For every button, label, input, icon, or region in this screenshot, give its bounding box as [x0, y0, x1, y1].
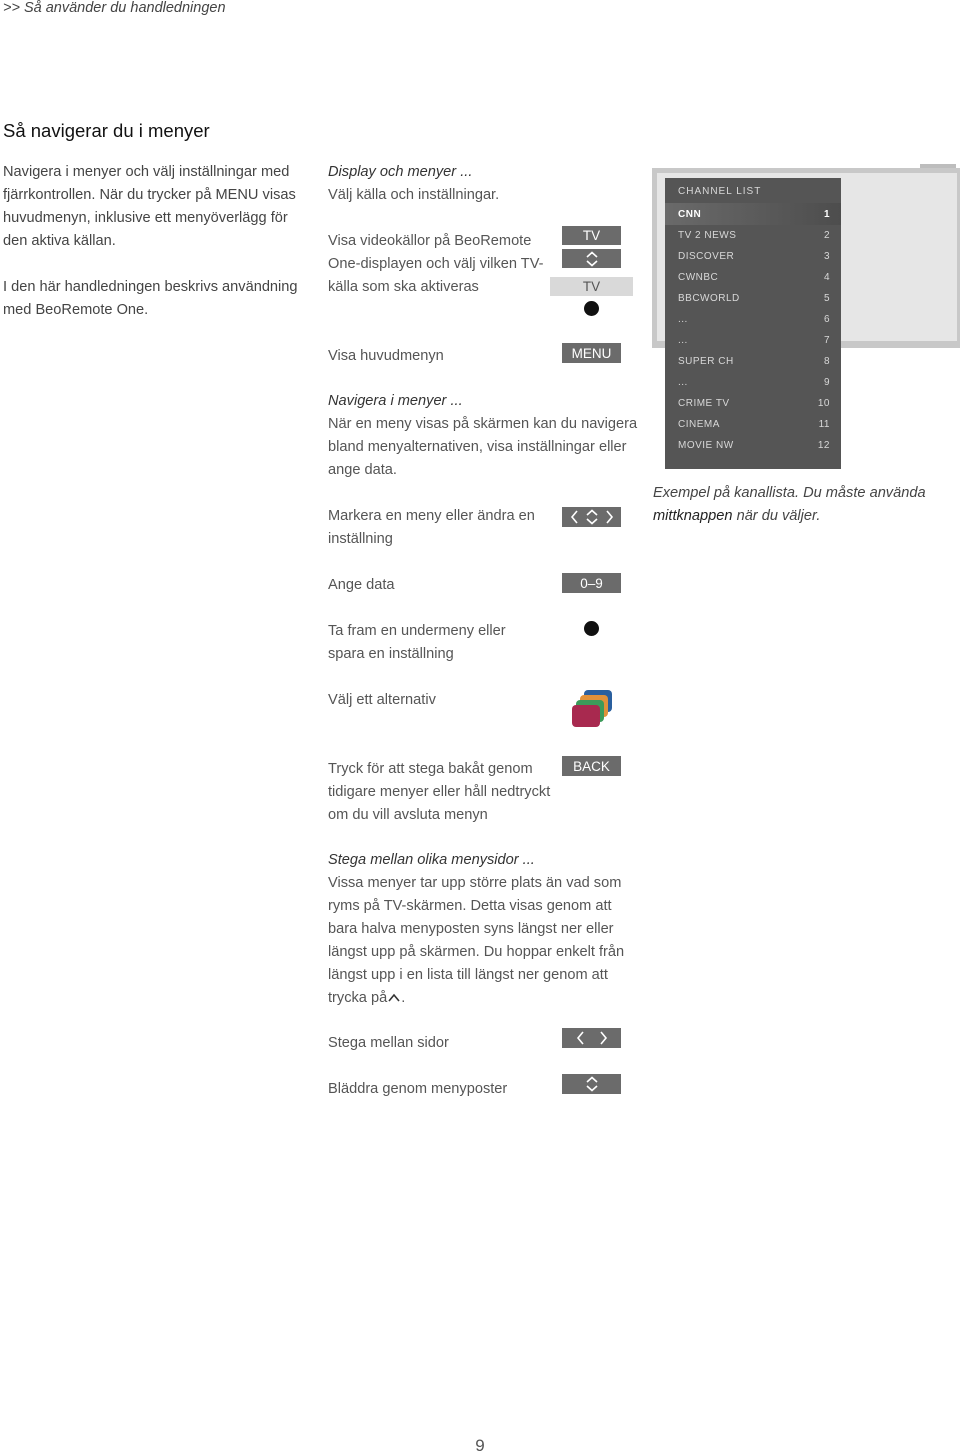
channel-row[interactable]	[678, 288, 830, 309]
page-title: Så navigerar du i menyer	[3, 120, 210, 141]
tv-display-label: TV	[550, 277, 633, 296]
channel-row[interactable]	[678, 372, 830, 393]
intro-paragraph-2: I den här handledningen beskrivs användning med BeoRemote One.	[3, 279, 298, 318]
channel-name: ...	[678, 377, 688, 388]
channel-name: TV 2 NEWS	[678, 230, 737, 241]
channel-row[interactable]	[678, 204, 830, 225]
mark-menu-text: Markera en meny eller ändra en inställning	[328, 508, 535, 547]
channel-name: CRIME TV	[678, 398, 730, 409]
intro-paragraph-1: Navigera i menyer och välj inställningar med fjärrkontrollen. När du trycker på MENU visas huvudmenyn, inklusive ett menyöverlägg för den aktiva källan.	[3, 164, 296, 249]
choose-option-text: Välj ett alternativ	[328, 692, 436, 708]
up-down-icon-2	[585, 1076, 599, 1092]
navigate-header: Navigera i menyer ...	[328, 393, 463, 409]
pages-header: Stega mellan olika menysidor ...	[328, 852, 535, 868]
left-right-key	[562, 1028, 621, 1048]
left-updown-right-icon	[569, 509, 615, 525]
navigation-key	[562, 507, 621, 527]
back-key: BACK	[562, 756, 621, 776]
back-text: Tryck för att stega bakåt genom tidigare menyer eller håll nedtryckt om du vill avsluta menyn	[328, 761, 551, 823]
channel-number: 10	[817, 398, 830, 409]
submenu-text: Ta fram en undermeny eller spara en inställning	[328, 623, 506, 662]
pages-text: Vissa menyer tar upp större plats än vad som ryms på TV-skärmen. Detta visas genom att bara halva menyposten syns längst ner eller längst upp på skärmen. Du hoppar enkelt från längst upp i en lista till längst ner genom att trycka på .	[328, 875, 625, 1006]
channel-number: 11	[818, 419, 830, 430]
center-button-icon	[584, 301, 599, 316]
up-down-icon	[585, 251, 599, 267]
menu-key: MENU	[562, 343, 621, 363]
channel-row[interactable]	[678, 267, 830, 288]
channel-list-title: CHANNEL LIST	[678, 186, 762, 197]
breadcrumb[interactable]: >> Så använder du handledningen	[3, 0, 226, 16]
show-main-menu-text: Visa huvudmenyn	[328, 348, 444, 364]
channel-name: CNN	[678, 209, 702, 220]
channel-number: 4	[823, 272, 830, 283]
up-down-key-2	[562, 1074, 621, 1094]
channel-name: MOVIE NW	[678, 440, 734, 451]
display-header: Display och menyer ...	[328, 164, 473, 180]
channel-name: CINEMA	[678, 419, 720, 430]
channel-number: 1	[823, 209, 830, 220]
channel-number: 2	[823, 230, 830, 241]
show-sources-text: Visa videokällor på BeoRemote One-displayen och välj vilken TV-källa som ska aktiveras	[328, 233, 544, 295]
channel-list-caption	[653, 482, 953, 528]
step-pages-text: Stega mellan sidor	[328, 1035, 449, 1051]
navigate-text: När en meny visas på skärmen kan du navigera bland menyalternativen, visa inställningar eller ange data.	[328, 416, 638, 478]
channel-number: 3	[823, 251, 830, 262]
caption-part-1: Exempel på kanallista. Du måste använda	[653, 485, 926, 501]
left-right-icon	[569, 1030, 615, 1046]
digits-key: 0–9	[562, 573, 621, 593]
channel-row[interactable]	[678, 246, 830, 267]
channel-row[interactable]	[678, 309, 830, 330]
channel-row[interactable]	[678, 225, 830, 246]
page-number: 9	[475, 1436, 485, 1455]
pages-text-body: Vissa menyer tar upp större plats än vad som ryms på TV-skärmen. Detta visas genom att bara halva menyposten syns längst ner eller längst upp på skärmen. Du hoppar enkelt från längst upp i en lista till längst ner genom att trycka på	[328, 875, 625, 1006]
up-down-key	[562, 249, 621, 268]
channel-row[interactable]	[678, 330, 830, 351]
channel-number: 6	[823, 314, 830, 325]
channel-name: ...	[678, 314, 688, 325]
channel-row[interactable]	[678, 393, 830, 414]
channel-name: ...	[678, 335, 688, 346]
channel-row[interactable]	[678, 414, 830, 435]
channel-name: BBCWORLD	[678, 293, 740, 304]
channel-name: CWNBC	[678, 272, 719, 283]
intro-text	[3, 161, 313, 345]
caption-part-3: när du väljer.	[736, 508, 821, 524]
channel-row[interactable]	[678, 435, 830, 456]
tv-key: TV	[562, 226, 621, 245]
channel-name: DISCOVER	[678, 251, 735, 262]
channel-name: SUPER CH	[678, 356, 734, 367]
scroll-items-text: Bläddra genom menyposter	[328, 1081, 508, 1097]
red-key	[572, 705, 600, 727]
color-keys-icon	[570, 690, 614, 730]
channel-number: 5	[823, 293, 830, 304]
channel-number: 7	[823, 335, 830, 346]
enter-data-text: Ange data	[328, 577, 395, 593]
up-chevron-icon	[387, 993, 401, 1003]
channel-list-panel	[665, 178, 841, 469]
channel-number: 8	[823, 356, 830, 367]
caption-part-2: mittknappen	[653, 508, 733, 524]
channel-row[interactable]	[678, 351, 830, 372]
channel-number: 12	[817, 440, 830, 451]
display-subtext: Välj källa och inställningar.	[328, 187, 500, 203]
channel-number: 9	[823, 377, 830, 388]
center-button-icon-2	[584, 621, 599, 636]
